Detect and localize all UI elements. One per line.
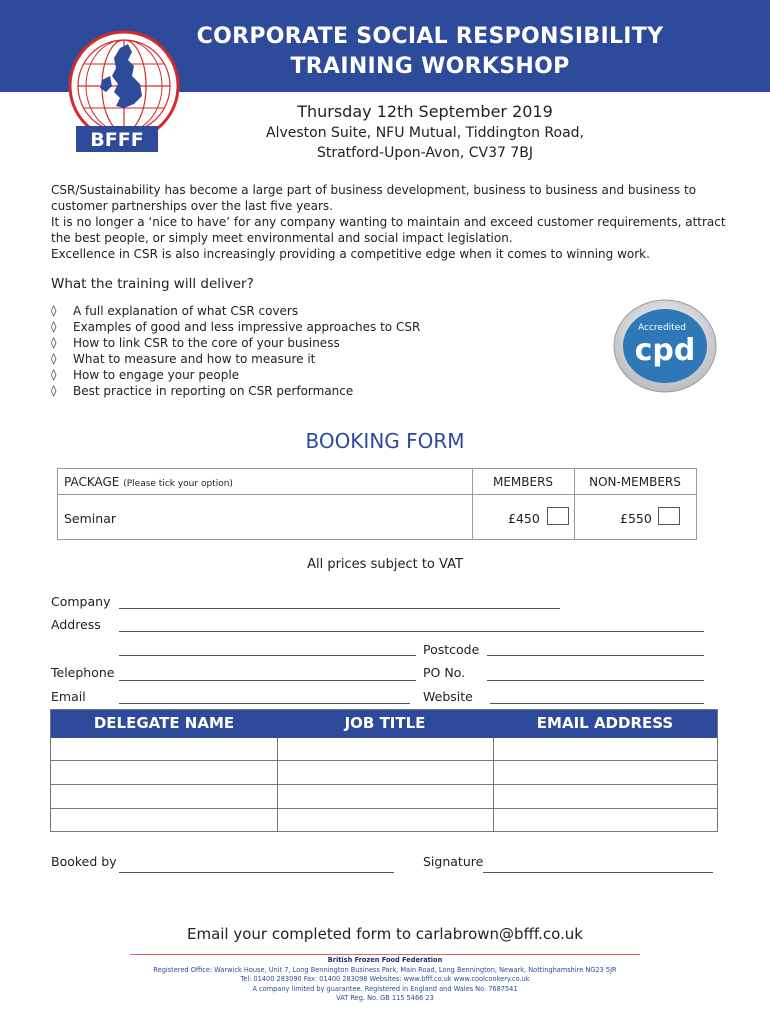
po-number-label: PO No. [423,665,466,680]
page-title [150,22,710,82]
email-instruction: Email your completed form to carlabrown@bfff.co.uk [186,925,583,943]
email-address-cell[interactable] [494,809,717,831]
nonmembers-checkbox[interactable] [658,507,680,525]
seminar-label: Seminar [64,511,116,526]
postcode-label: Postcode [423,642,480,657]
diamond-bullet-icon: ◊ [51,336,57,349]
footer-org-name: British Frozen Food Federation [327,956,443,964]
column-header-job-title: JOB TITLE [344,714,426,732]
diamond-bullet-icon: ◊ [51,368,57,381]
list-item: ◊ How to engage your people [51,368,240,382]
email-address-cell[interactable] [494,761,717,784]
postcode-field[interactable] [487,655,704,656]
diamond-bullet-icon: ◊ [51,320,57,333]
footer [0,956,770,1004]
email-field[interactable] [119,703,410,704]
list-item: ◊ A full explanation of what CSR covers [51,304,299,318]
delegate-name-cell[interactable] [51,761,277,784]
members-header: MEMBERS [492,475,554,489]
intro-paragraph: Excellence in CSR is also increasingly providing a competitive edge when it comes to winning work. [51,247,650,261]
training-heading: What the training will deliver? [51,276,254,292]
signature-label: Signature [423,854,484,869]
members-price: £450 [508,511,540,526]
email-label: Email [51,689,86,704]
telephone-field[interactable] [119,680,416,681]
email-address-cell[interactable] [494,738,717,760]
list-item: ◊ What to measure and how to measure it [51,352,316,366]
delegate-table-header [51,710,717,738]
po-number-field[interactable] [487,680,704,681]
package-header: PACKAGE (Please tick your option) [64,475,233,489]
members-checkbox[interactable] [547,507,569,525]
cpd-top-text: Accredited [638,323,686,333]
delegate-name-cell[interactable] [51,738,277,760]
delegate-name-cell[interactable] [51,809,277,831]
booked-by-field[interactable] [119,872,394,873]
intro-paragraph: It is no longer a ‘nice to have’ for any company wanting to maintain and exceed customer requirements, attract the best people, or simply meet environmental and social impact legislation. [51,215,726,245]
footer-divider [130,954,640,955]
job-title-cell[interactable] [278,738,493,760]
address-label: Address [51,617,101,632]
intro-text [51,182,731,262]
list-item: ◊ Best practice in reporting on CSR performance [51,384,354,398]
logo-text: BFFF [90,129,144,151]
footer-company-info: A company limited by guarantee. Registered in England and Wales No. 7687541 [252,984,518,993]
venue-line-1: Alveston Suite, NFU Mutual, Tiddington Road, [266,125,584,141]
job-title-cell[interactable] [278,809,493,831]
title-line-2: TRAINING WORKSHOP [290,54,570,79]
intro-paragraph: CSR/Sustainability has become a large part of business development, business to business and business to customer partnerships over the last five years. [51,183,697,213]
training-list [51,303,420,399]
company-field[interactable] [119,608,560,609]
cpd-accredited-badge [612,298,718,394]
title-line-1: CORPORATE SOCIAL RESPONSIBILITY [196,24,664,49]
website-field[interactable] [490,703,704,704]
address-field-line-1[interactable] [119,631,704,632]
bfff-logo [62,30,182,160]
email-address-cell[interactable] [494,785,717,808]
list-item: ◊ How to link CSR to the core of your business [51,336,340,350]
footer-vat: VAT Reg. No. GB 115 5466 23 [336,994,434,1003]
diamond-bullet-icon: ◊ [51,384,57,397]
column-header-email-address: EMAIL ADDRESS [536,714,674,732]
event-venue [200,123,650,163]
cpd-main-text: cpd [634,333,696,368]
signature-field[interactable] [483,872,713,873]
booked-by-label: Booked by [51,854,117,869]
telephone-label: Telephone [51,665,115,680]
diamond-bullet-icon: ◊ [51,352,57,365]
column-header-delegate-name: DELEGATE NAME [93,714,235,732]
nonmembers-price: £550 [620,511,652,526]
website-label: Website [423,689,473,704]
job-title-cell[interactable] [278,761,493,784]
address-field-line-2[interactable] [119,655,416,656]
job-title-cell[interactable] [278,785,493,808]
venue-line-2: Stratford-Upon-Avon, CV37 7BJ [316,145,534,161]
vat-note: All prices subject to VAT [307,557,463,572]
package-subheader: (Please tick your option) [123,479,233,489]
nonmembers-header: NON-MEMBERS [589,475,681,489]
footer-address: Registered Office: Warwick House, Unit 7, Long Bennington Business Park, Main Road, Long Bennington, Newark, Nottinghamshire NG23 5JR [153,965,617,974]
event-date: Thursday 12th September 2019 [297,102,553,121]
booking-form-title: BOOKING FORM [305,429,465,453]
delegate-name-cell[interactable] [51,785,277,808]
company-label: Company [51,594,111,609]
diamond-bullet-icon: ◊ [51,304,57,317]
delegate-table [50,709,718,832]
footer-contacts: Tel: 01400 283090 Fax: 01400 283098 Websites: www.bfff.co.uk www.coolcookery.co.uk [240,975,530,984]
list-item: ◊ Examples of good and less impressive approaches to CSR [51,320,421,334]
package-table [57,468,697,540]
